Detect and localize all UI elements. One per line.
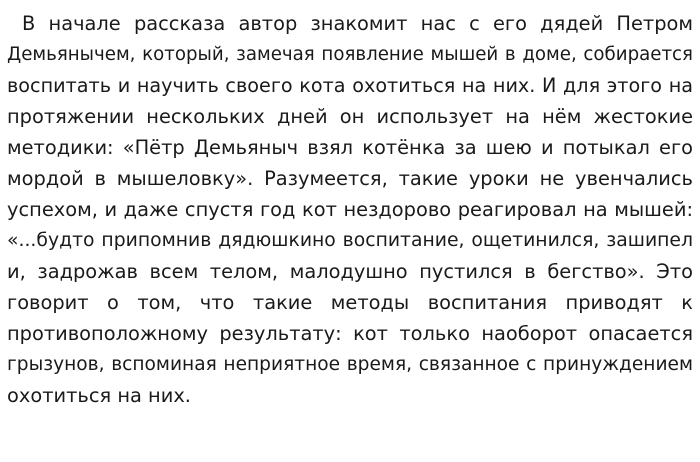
paragraph-line: и, задрожав всем телом, малодушно пустился в бегство». Это — [7, 260, 693, 283]
paragraph-line: противоположному результату: кот только наоборот опасается — [7, 322, 693, 345]
paragraph-line: протяжении нескольких дней он использует на нём жестокие — [7, 105, 693, 128]
paragraph-line: воспитать и научить своего кота охотиться на них. И для этого на — [7, 74, 693, 97]
paragraph-line: грызунов, вспоминая неприятное время, связанное с принуждением — [7, 354, 693, 375]
essay-paragraph — [7, 8, 693, 411]
paragraph-line: «...будто припомнив дядюшкино воспитание, ощетинился, зашипел — [7, 230, 693, 251]
paragraph-line: методики: «Пётр Демьяныч взял котёнка за шею и потыкал его — [7, 136, 693, 159]
paragraph-line: В начале рассказа автор знакомит нас с его дядей Петром — [22, 12, 693, 35]
paragraph-line: охотиться на них. — [7, 384, 191, 407]
paragraph-line: успехом, и даже спустя год кот нездорово реагировал на мышей: — [7, 198, 693, 221]
paragraph-line: Демьянычем, который, замечая появление мышей в доме, собирается — [7, 44, 693, 65]
paragraph-line: говорит о том, что такие методы воспитания приводят к — [7, 291, 693, 314]
paragraph-line: мордой в мышеловку». Разумеется, такие уроки не увенчались — [7, 167, 693, 190]
